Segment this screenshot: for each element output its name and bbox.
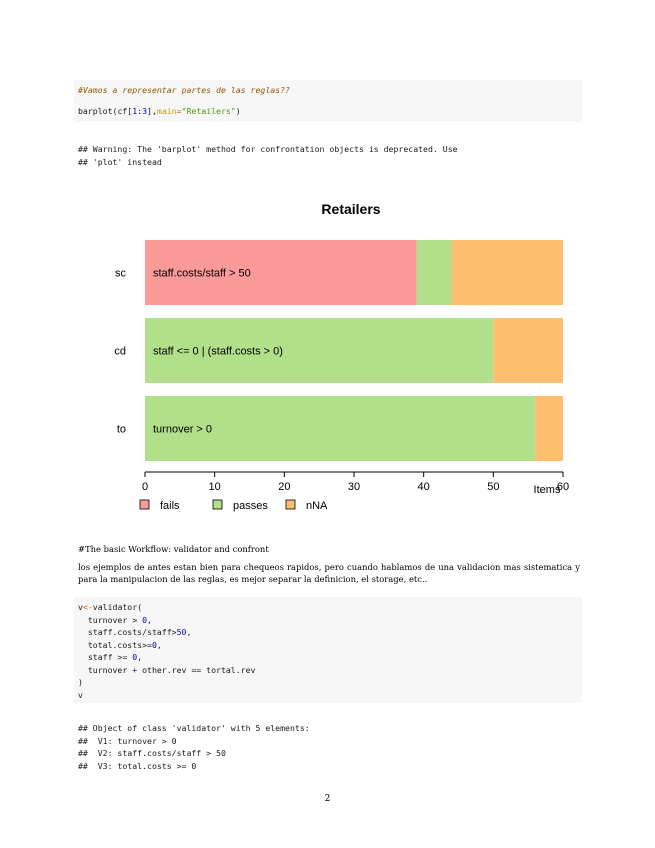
rule-label-sc: staff.costs/staff > 50 xyxy=(153,267,251,280)
x-tick-label: 30 xyxy=(347,481,361,493)
output-line: ## V1: turnover > 0 xyxy=(78,735,177,746)
validator-output xyxy=(78,722,310,772)
code-line: staff.costs/staff>50, xyxy=(78,627,192,637)
x-tick-label: 10 xyxy=(208,481,221,493)
code-block-validator xyxy=(74,597,582,703)
legend-label-passes: passes xyxy=(233,500,268,512)
x-tick-label: 20 xyxy=(278,481,291,493)
legend-label-fails: fails xyxy=(160,500,180,512)
category-label-cd: cd xyxy=(114,345,126,358)
code-line: staff >= 0, xyxy=(78,652,143,662)
code-line-barplot: barplot(cf[1:3],main="Retailers") xyxy=(78,105,241,116)
retailers-barplot xyxy=(74,188,584,518)
legend-swatch-nNA xyxy=(286,500,295,509)
x-tick-label: 0 xyxy=(141,481,149,493)
output-line: ## V3: total.costs >= 0 xyxy=(78,760,197,771)
legend-swatch-passes xyxy=(213,500,222,509)
x-axis-label: Items xyxy=(533,484,561,496)
x-tick-label: 60 xyxy=(556,481,570,493)
rule-label-cd: staff <= 0 | (staff.costs > 0) xyxy=(153,345,283,358)
code-block-barplot xyxy=(74,80,582,122)
output-line: ## 'plot' instead xyxy=(78,156,162,167)
code-line: turnover + other.rev == tortal.rev xyxy=(78,664,256,675)
code-line: total.costs>=0, xyxy=(78,639,162,650)
code-line: v<-validator( xyxy=(78,602,143,612)
category-label-to: to xyxy=(116,423,126,436)
bar-sc-passes xyxy=(417,240,452,305)
bar-cd-nNA xyxy=(493,318,563,383)
bar-sc-nNA xyxy=(452,240,563,305)
code-line: v xyxy=(78,689,83,700)
body-paragraph: los ejemplos de antes estan bien para chequeos rapidos, pero cuando hablamos de una validacion mas sistematica y para la manipulacion de las reglas, es mejor separar la definicion, el storage, etc.. xyxy=(78,562,580,584)
output-line: ## V2: staff.costs/staff > 50 xyxy=(78,748,226,758)
code-comment: #Vamos a representar partes de las reglas?? xyxy=(78,85,290,95)
warning-output xyxy=(78,143,458,168)
output-line: ## Warning: The 'barplot' method for confrontation objects is deprecated. Use xyxy=(78,144,458,154)
x-tick-label: 40 xyxy=(417,481,430,493)
section-title: #The basic Workflow: validator and confront xyxy=(78,544,269,554)
category-label-sc: sc xyxy=(115,267,126,280)
legend-swatch-fails xyxy=(140,500,149,509)
x-tick-label: 50 xyxy=(487,481,500,493)
code-line: ) xyxy=(78,677,83,687)
chart-title: Retailers xyxy=(321,201,381,217)
rule-label-to: turnover > 0 xyxy=(153,423,213,436)
page-number: 2 xyxy=(324,794,331,804)
bar-to-nNA xyxy=(535,396,563,461)
output-line: ## Object of class 'validator' with 5 elements: xyxy=(78,723,310,733)
code-line: turnover > 0, xyxy=(78,614,152,625)
legend-label-nNA: nNA xyxy=(306,500,328,512)
